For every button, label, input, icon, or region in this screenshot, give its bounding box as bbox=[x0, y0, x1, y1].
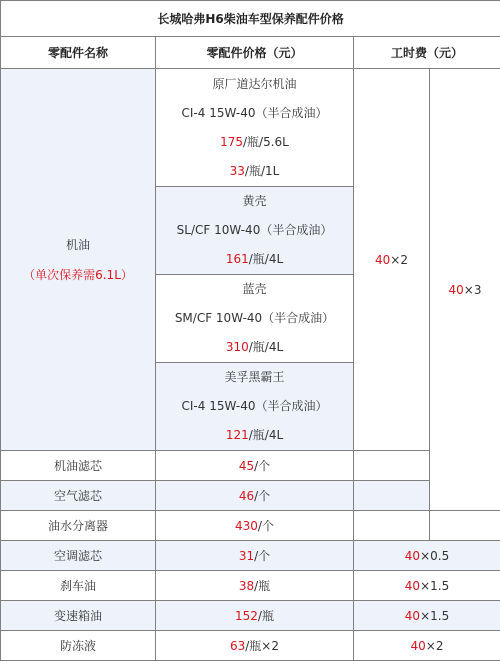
oil-option-original bbox=[156, 69, 354, 187]
table-row bbox=[1, 601, 500, 631]
part-name: 变速箱油 bbox=[1, 601, 156, 631]
oil-name: 机油 bbox=[65, 237, 90, 252]
price-value: 31 bbox=[238, 548, 255, 563]
price-unit: /瓶/1L bbox=[244, 163, 280, 178]
table-title: 长城哈弗H6柴油车型保养配件价格 bbox=[1, 1, 500, 37]
part-price bbox=[156, 511, 354, 541]
labor-base: 40 bbox=[404, 608, 421, 623]
price-value: 46 bbox=[238, 488, 255, 503]
table-row bbox=[1, 481, 500, 511]
price-value: 33 bbox=[229, 163, 245, 178]
part-name: 机油滤芯 bbox=[1, 451, 156, 481]
price-value: 430 bbox=[235, 518, 258, 533]
part-price bbox=[156, 481, 354, 511]
table-row bbox=[1, 571, 500, 601]
price-value: 38 bbox=[238, 578, 255, 593]
labor-empty-cell bbox=[354, 451, 430, 481]
table-row bbox=[1, 631, 500, 661]
price-unit: /个 bbox=[254, 458, 271, 473]
price-unit: /瓶/5.6L bbox=[243, 134, 289, 149]
price-unit: /瓶/4L bbox=[248, 428, 284, 442]
part-price bbox=[156, 601, 354, 631]
header-row bbox=[1, 37, 500, 69]
oil-capacity-note: （单次保养需6.1L） bbox=[23, 267, 133, 282]
part-name: 空调滤芯 bbox=[1, 541, 156, 571]
part-labor-fee bbox=[354, 571, 500, 601]
part-price bbox=[156, 541, 354, 571]
price-value: 63 bbox=[229, 638, 246, 653]
labor-empty-cell bbox=[354, 511, 430, 541]
oil-option-price-line bbox=[156, 245, 353, 274]
price-unit: /瓶 bbox=[254, 578, 271, 593]
oil-option-yellow bbox=[156, 187, 354, 275]
oil-option-price-line bbox=[156, 128, 353, 157]
price-value: 152 bbox=[235, 608, 258, 623]
oil-option-mobil bbox=[156, 363, 354, 451]
oil-option-price-line bbox=[156, 157, 353, 186]
oil-name-cell bbox=[1, 69, 156, 451]
labor-multiplier: ×1.5 bbox=[420, 608, 450, 623]
table-row bbox=[1, 511, 500, 541]
oil-option-spec: SM/CF 10W-40（半合成油） bbox=[174, 311, 335, 325]
price-unit: /个 bbox=[254, 548, 271, 563]
header-part-name: 零配件名称 bbox=[1, 37, 156, 69]
price-value: 121 bbox=[225, 428, 249, 442]
labor-base: 40 bbox=[410, 638, 426, 653]
title-row bbox=[1, 1, 500, 37]
labor-multiplier: ×2 bbox=[390, 252, 408, 267]
labor-multiplier: ×3 bbox=[463, 282, 482, 297]
part-price bbox=[156, 451, 354, 481]
oil-option-brand: 原厂道达尔机油 bbox=[212, 76, 297, 91]
oil-option-blue bbox=[156, 275, 354, 363]
part-price bbox=[156, 571, 354, 601]
price-value: 175 bbox=[220, 134, 244, 149]
table-row bbox=[1, 541, 500, 571]
oil-option-spec: CI-4 15W-40（半合成油） bbox=[181, 105, 328, 120]
oil-option-brand: 蓝壳 bbox=[242, 282, 267, 296]
labor-empty-cell bbox=[354, 481, 430, 511]
oil-option-brand: 美孚黑霸王 bbox=[224, 370, 285, 384]
price-unit: /瓶×2 bbox=[245, 638, 279, 653]
labor-multiplier: ×0.5 bbox=[420, 548, 450, 563]
oil-option-row bbox=[1, 69, 500, 187]
part-name: 油水分离器 bbox=[1, 511, 156, 541]
labor-base: 40 bbox=[404, 578, 421, 593]
price-value: 161 bbox=[225, 252, 249, 266]
oil-option-price-line bbox=[156, 421, 353, 450]
labor-base: 40 bbox=[375, 252, 391, 267]
part-labor-fee bbox=[354, 631, 500, 661]
combined-labor-fee bbox=[430, 69, 500, 511]
oil-option-spec: CI-4 15W-40（半合成油） bbox=[181, 399, 328, 413]
price-unit: /瓶/4L bbox=[248, 252, 284, 266]
oil-option-brand: 黄壳 bbox=[242, 194, 267, 208]
header-part-price: 零配件价格（元） bbox=[156, 37, 354, 69]
price-unit: /瓶 bbox=[257, 608, 274, 623]
part-labor-fee bbox=[354, 541, 500, 571]
part-labor-fee bbox=[354, 601, 500, 631]
labor-multiplier: ×1.5 bbox=[420, 578, 450, 593]
price-unit: /瓶/4L bbox=[248, 340, 284, 354]
price-unit: /个 bbox=[254, 488, 271, 503]
price-value: 45 bbox=[238, 458, 255, 473]
part-price bbox=[156, 631, 354, 661]
labor-multiplier: ×2 bbox=[425, 638, 444, 653]
table-row bbox=[1, 451, 500, 481]
part-name: 刹车油 bbox=[1, 571, 156, 601]
oil-option-spec: SL/CF 10W-40（半合成油） bbox=[176, 223, 333, 237]
price-unit: /个 bbox=[257, 518, 274, 533]
oil-labor-fee bbox=[354, 69, 430, 451]
oil-option-price-line bbox=[156, 333, 353, 362]
price-value: 310 bbox=[225, 340, 249, 354]
header-labor-fee: 工时费（元） bbox=[354, 37, 500, 69]
part-name: 防冻液 bbox=[1, 631, 156, 661]
labor-base: 40 bbox=[404, 548, 421, 563]
part-name: 空气滤芯 bbox=[1, 481, 156, 511]
labor-base: 40 bbox=[448, 282, 464, 297]
